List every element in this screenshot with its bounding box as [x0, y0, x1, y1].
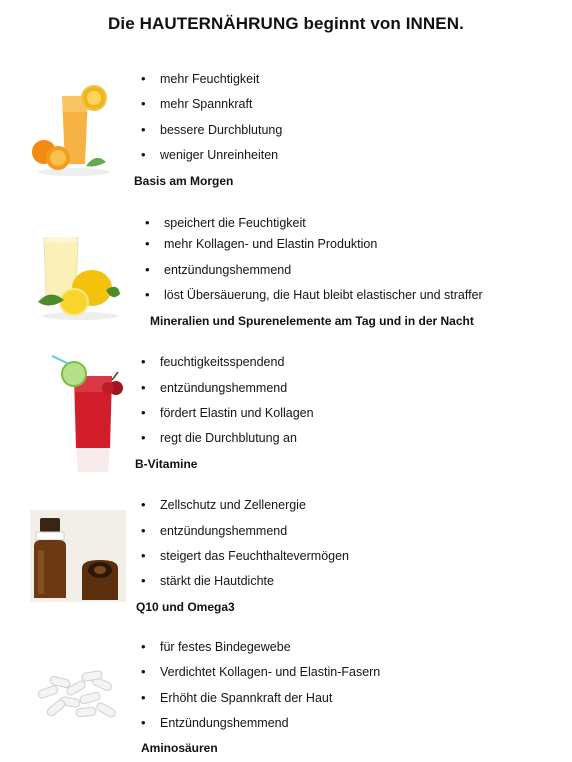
section-caption: Aminosäuren [141, 741, 218, 755]
list-item: • feuchtigkeitsspendend [160, 355, 284, 369]
list-item: • mehr Kollagen- und Elastin Produktion [164, 237, 377, 251]
list-item: • Entzündungshemmend [160, 716, 289, 730]
list-item: • fördert Elastin und Kollagen [160, 406, 314, 420]
lemon-water-glass-image [36, 232, 122, 322]
list-item: • entzündungshemmend [160, 524, 287, 538]
orange-juice-glass-image [30, 82, 116, 178]
list-item: • mehr Feuchtigkeit [160, 72, 259, 86]
list-item: • weniger Unreinheiten [160, 148, 278, 162]
section-caption: B-Vitamine [135, 457, 198, 471]
list-item: • entzündungshemmend [164, 263, 291, 277]
list-item: • Erhöht die Spannkraft der Haut [160, 691, 332, 705]
list-item: • mehr Spannkraft [160, 97, 252, 111]
list-item: • entzündungshemmend [160, 381, 287, 395]
page-title: Die HAUTERNÄHRUNG beginnt von INNEN. [108, 14, 464, 33]
list-item: • löst Übersäuerung, die Haut bleibt elastischer und straffer [164, 288, 483, 302]
list-item: • stärkt die Hautdichte [160, 574, 274, 588]
section-caption: Mineralien und Spurenelemente am Tag und in der Nacht [150, 314, 474, 328]
section-caption: Basis am Morgen [134, 174, 234, 188]
brown-bottles-image [30, 510, 126, 602]
section-caption: Q10 und Omega3 [136, 600, 235, 614]
list-item: • Zellschutz und Zellenergie [160, 498, 306, 512]
red-drink-glass-image [48, 352, 128, 478]
list-item: • steigert das Feuchthaltevermögen [160, 549, 349, 563]
list-item: • regt die Durchblutung an [160, 431, 297, 445]
list-item: • Verdichtet Kollagen- und Elastin-Fasern [160, 665, 380, 679]
list-item: • speichert die Feuchtigkeit [164, 216, 306, 230]
list-item: • bessere Durchblutung [160, 123, 282, 137]
list-item: • für festes Bindegewebe [160, 640, 291, 654]
white-capsules-image [30, 650, 130, 732]
